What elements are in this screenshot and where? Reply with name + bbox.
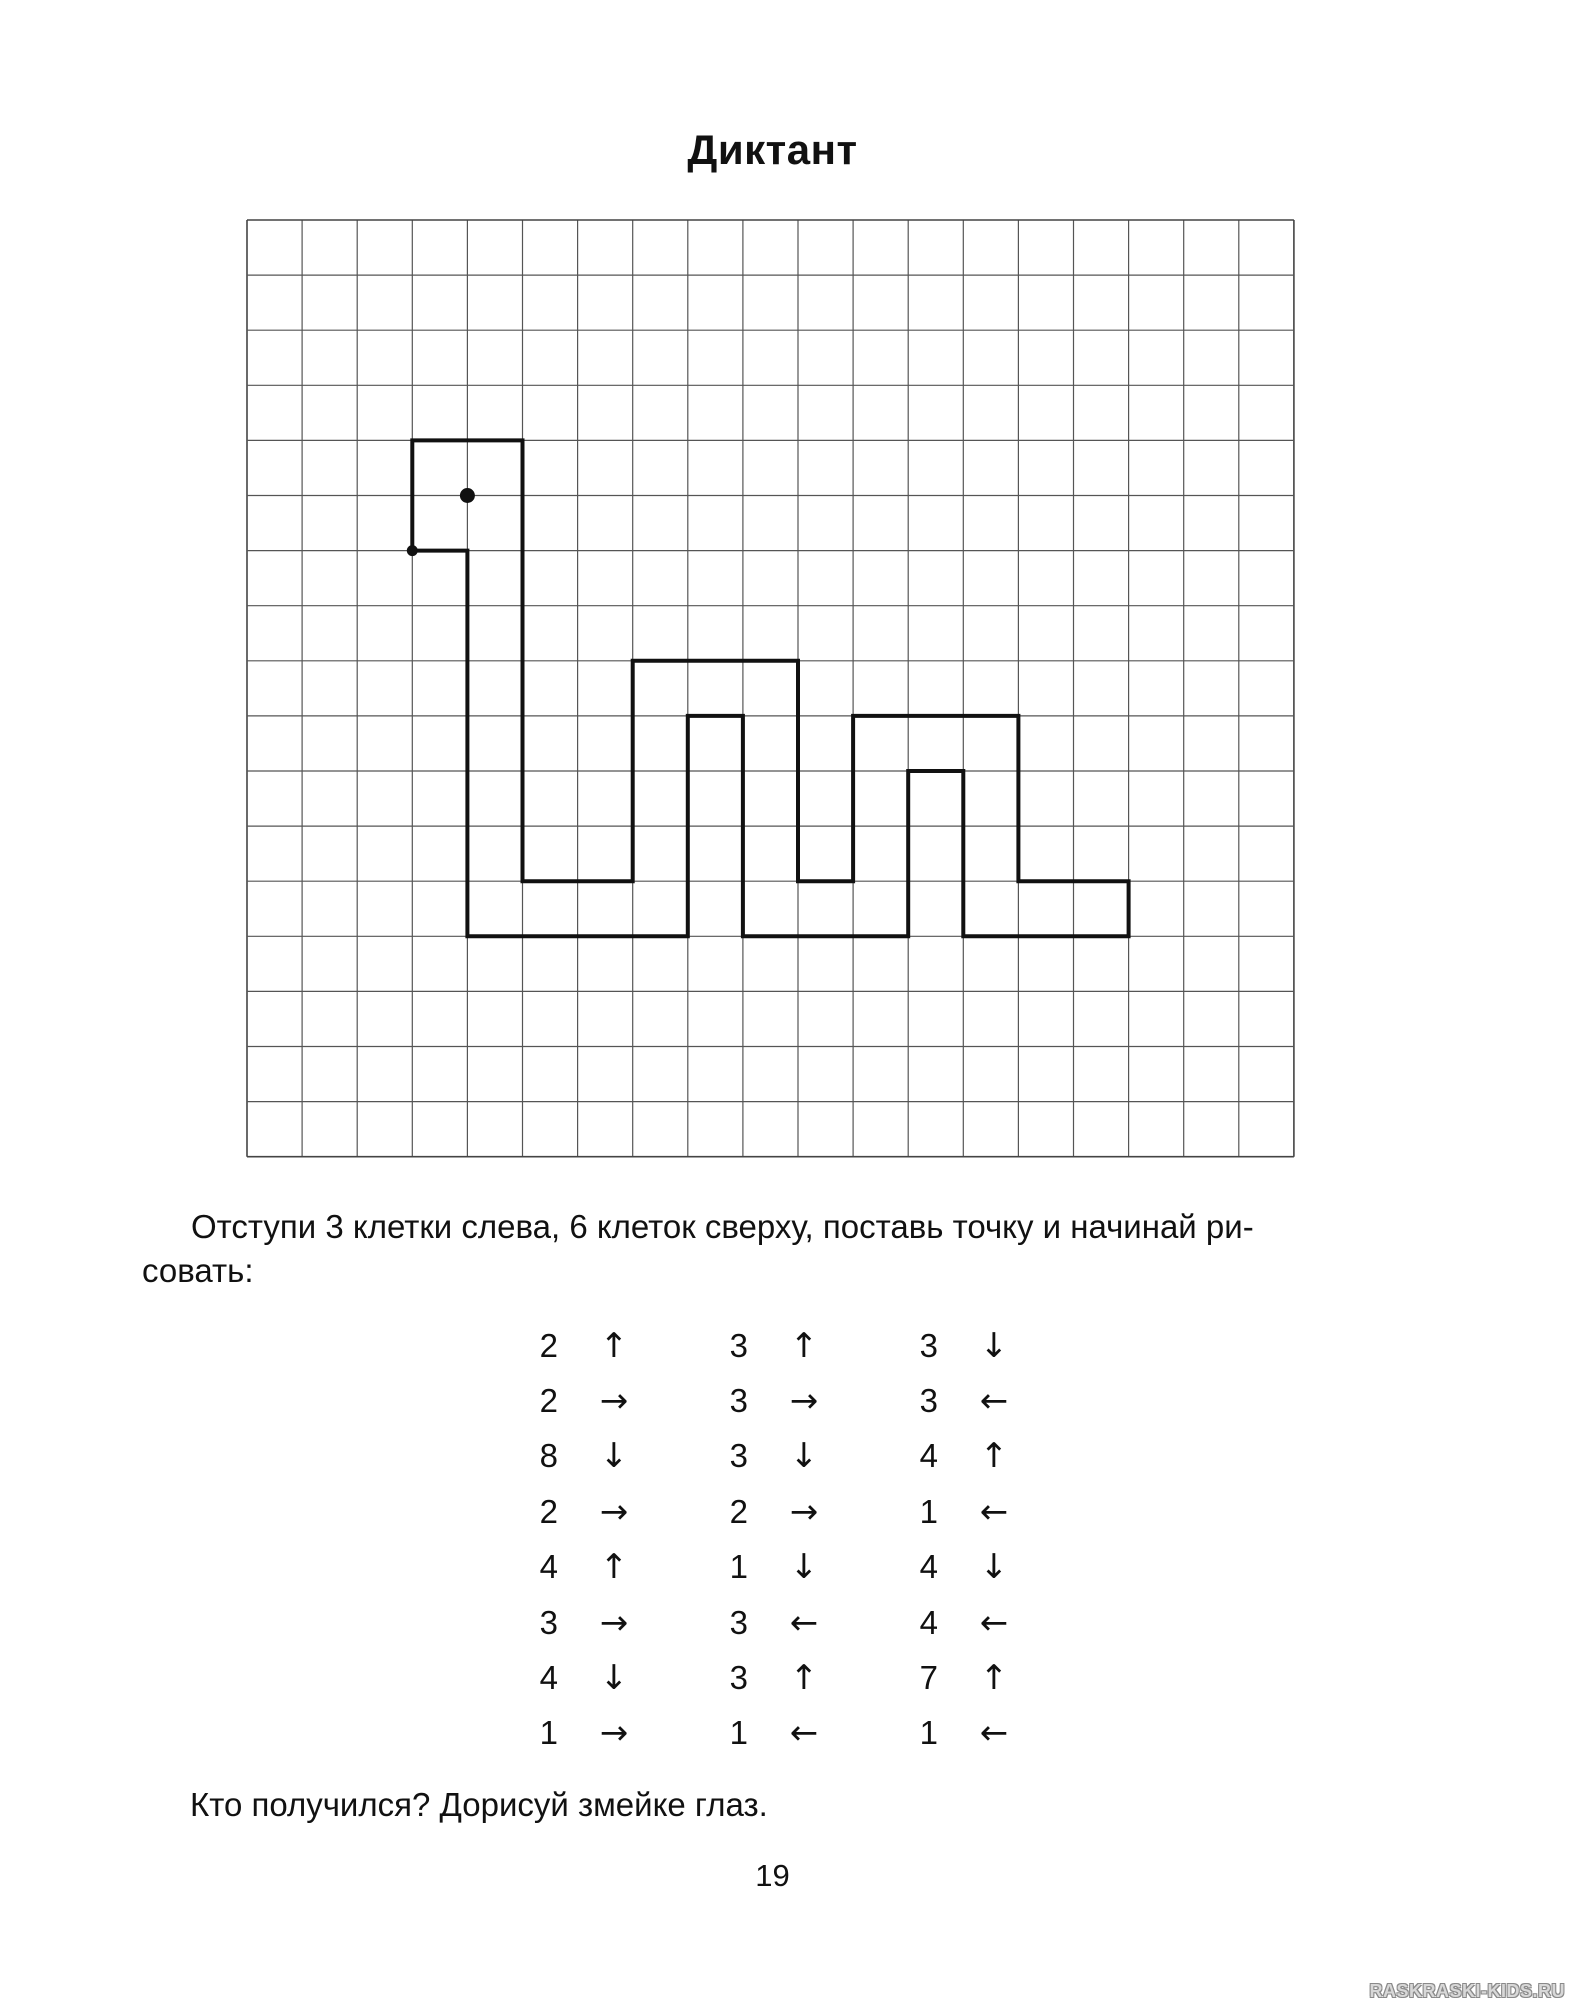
arrow-down-icon: ↓ (789, 1436, 819, 1477)
arrow-right-icon: → (789, 1381, 819, 1422)
instruction-line-2: совать: (142, 1252, 254, 1289)
command-row (528, 1706, 658, 1761)
grid-lines (247, 220, 1294, 1157)
command-row (528, 1373, 658, 1428)
command-row (908, 1706, 1038, 1761)
command-row (528, 1484, 658, 1539)
arrow-right-icon: → (599, 1713, 629, 1754)
command-steps: 4 (539, 1548, 558, 1586)
arrow-left-icon: ← (789, 1713, 819, 1754)
command-row (718, 1373, 848, 1428)
command-row (718, 1650, 848, 1705)
command-row (908, 1595, 1038, 1650)
command-steps: 1 (539, 1714, 558, 1752)
command-steps: 1 (919, 1714, 938, 1752)
command-steps: 1 (729, 1714, 748, 1752)
instruction-line-1: Отступи 3 клетки слева, 6 клеток сверху, поставь точку и начинай ри- (191, 1208, 1254, 1245)
command-row (718, 1706, 848, 1761)
command-steps: 3 (919, 1326, 938, 1364)
watermark: RASKRASKI-KIDS.RU (1369, 1981, 1565, 2001)
command-row (528, 1650, 658, 1705)
command-row (528, 1429, 658, 1484)
commands-column-2 (718, 1318, 848, 1761)
command-steps: 7 (919, 1659, 938, 1697)
command-row (908, 1429, 1038, 1484)
arrow-right-icon: → (789, 1491, 819, 1532)
question-text: Кто получился? Дорисуй змейке глаз. (190, 1786, 768, 1823)
arrow-up-icon: ↑ (979, 1436, 1009, 1477)
command-steps: 2 (539, 1326, 558, 1364)
arrow-up-icon: ↑ (599, 1547, 629, 1588)
command-steps: 3 (729, 1382, 748, 1420)
start-point (407, 545, 418, 556)
arrow-up-icon: ↑ (979, 1658, 1009, 1699)
command-steps: 3 (729, 1326, 748, 1364)
page-title: Диктант (687, 126, 858, 173)
arrow-left-icon: ← (979, 1713, 1009, 1754)
command-steps: 4 (919, 1603, 938, 1641)
command-steps: 3 (729, 1659, 748, 1697)
command-steps: 3 (539, 1603, 558, 1641)
command-row (908, 1373, 1038, 1428)
command-steps: 2 (539, 1492, 558, 1530)
command-row (908, 1318, 1038, 1373)
arrow-down-icon: ↓ (599, 1436, 629, 1477)
command-steps: 4 (919, 1548, 938, 1586)
arrow-up-icon: ↑ (599, 1325, 629, 1366)
command-steps: 1 (919, 1492, 938, 1530)
command-row (908, 1540, 1038, 1595)
snake-eye (460, 488, 475, 503)
command-steps: 4 (539, 1659, 558, 1697)
page-number: 19 (755, 1858, 790, 1893)
command-steps: 2 (539, 1382, 558, 1420)
command-steps: 3 (729, 1603, 748, 1641)
command-steps: 3 (729, 1437, 748, 1475)
command-row (718, 1429, 848, 1484)
commands-column-3 (908, 1318, 1038, 1761)
snake-outline (412, 440, 1128, 936)
instruction-text (142, 1205, 1412, 1293)
command-row (718, 1484, 848, 1539)
command-row (528, 1540, 658, 1595)
arrow-down-icon: ↓ (979, 1325, 1009, 1366)
arrow-down-icon: ↓ (979, 1547, 1009, 1588)
arrow-up-icon: ↑ (789, 1658, 819, 1699)
arrow-right-icon: → (599, 1491, 629, 1532)
commands-column-1 (528, 1318, 658, 1761)
arrow-left-icon: ← (979, 1602, 1009, 1643)
arrow-right-icon: → (599, 1381, 629, 1422)
command-row (718, 1318, 848, 1373)
arrow-left-icon: ← (789, 1602, 819, 1643)
command-steps: 3 (919, 1382, 938, 1420)
command-steps: 1 (729, 1548, 748, 1586)
command-row (528, 1318, 658, 1373)
command-steps: 8 (539, 1437, 558, 1475)
command-row (718, 1595, 848, 1650)
command-row (718, 1540, 848, 1595)
command-row (908, 1484, 1038, 1539)
command-steps: 4 (919, 1437, 938, 1475)
arrow-left-icon: ← (979, 1381, 1009, 1422)
command-row (528, 1595, 658, 1650)
command-steps: 2 (729, 1492, 748, 1530)
arrow-left-icon: ← (979, 1491, 1009, 1532)
arrow-down-icon: ↓ (789, 1547, 819, 1588)
command-row (908, 1650, 1038, 1705)
arrow-down-icon: ↓ (599, 1658, 629, 1699)
arrow-up-icon: ↑ (789, 1325, 819, 1366)
arrow-right-icon: → (599, 1602, 629, 1643)
